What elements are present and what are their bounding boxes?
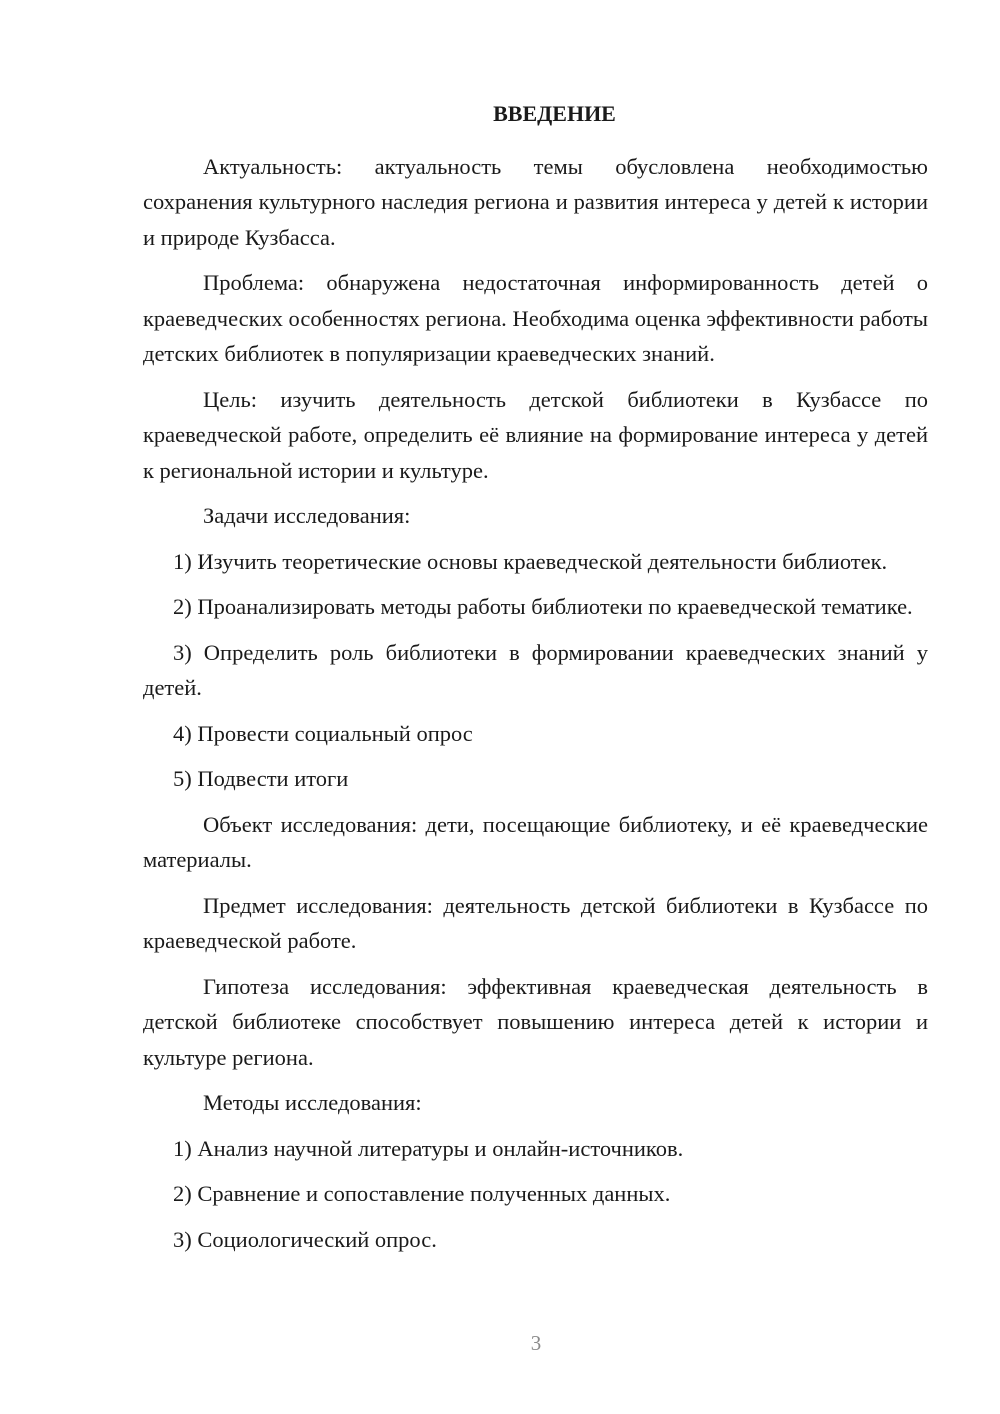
paragraph-hypothesis: Гипотеза исследования: эффективная краеведческая деятельность в детской библиотеке способствует повышению интереса детей к истории и культуре региона.	[143, 973, 928, 1070]
section-title: ВВЕДЕНИЕ	[493, 101, 616, 126]
methods-heading: Методы исследования:	[203, 1090, 422, 1115]
task-item: 3) Определить роль библиотеки в формировании краеведческих знаний у детей.	[143, 639, 928, 700]
task-item: 1) Изучить теоретические основы краеведческой деятельности библиотек.	[173, 548, 888, 574]
document-body	[143, 96, 928, 1267]
task-item: 4) Провести социальный опрос	[173, 720, 473, 746]
method-item: 2) Сравнение и сопоставление полученных данных.	[173, 1181, 671, 1206]
method-item: 3) Социологический опрос.	[173, 1226, 437, 1252]
page-number: 3	[530, 1331, 542, 1355]
paragraph-subject: Предмет исследования: деятельность детской библиотеки в Кузбассе по краеведческой работе.	[143, 892, 928, 953]
task-item: 2) Проанализировать методы работы библиотеки по краеведческой тематике.	[173, 594, 913, 619]
paragraph-goal: Цель: изучить деятельность детской библиотеки в Кузбассе по краеведческой работе, определить её влияние на формирование интереса у детей к региональной истории и культуре.	[143, 386, 928, 483]
paragraph-problem: Проблема: обнаружена недостаточная информированность детей о краеведческих особенностях региона. Необходима оценка эффективности работы детских библиотек в популяризации краеведческих знаний.	[143, 270, 928, 366]
paragraph-actuality: Актуальность: актуальность темы обусловлена необходимостью сохранения культурного наследия региона и развития интереса у детей к истории и природе Кузбасса.	[143, 153, 928, 250]
task-item: 5) Подвести итоги	[173, 766, 349, 791]
paragraph-object: Объект исследования: дети, посещающие библиотеку, и её краеведческие материалы.	[143, 811, 928, 872]
method-item: 1) Анализ научной литературы и онлайн-источников.	[173, 1135, 684, 1161]
tasks-heading: Задачи исследования:	[203, 503, 411, 528]
